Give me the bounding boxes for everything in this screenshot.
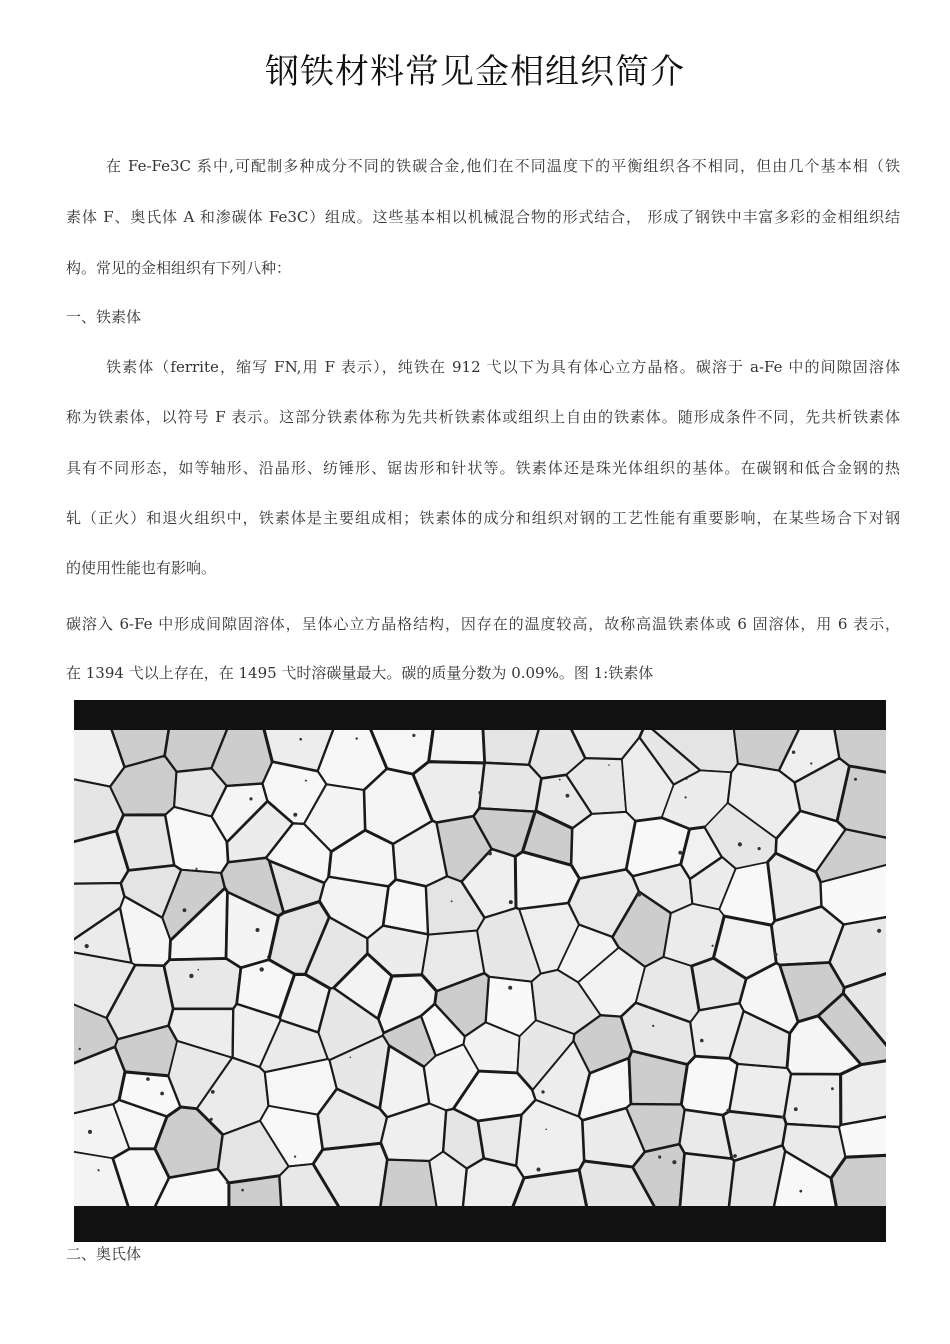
inclusion-dot	[129, 948, 131, 950]
inclusion-dot	[488, 851, 492, 855]
ferrite-micrograph-image	[74, 700, 886, 1242]
grain-boundaries	[74, 714, 886, 1218]
inclusion-dot	[211, 1090, 215, 1094]
inclusion-dot	[774, 953, 778, 957]
inclusion-dot	[541, 1090, 544, 1093]
inclusion-dot	[781, 1116, 784, 1119]
ferrite-para1-line-4: 轧（正火）和退火组织中，铁素体是主要组成相；铁素体的成分和组织对钢的工艺性能有重要影响，在某些场合下对钢	[66, 509, 900, 527]
inclusion-dot	[566, 794, 570, 798]
ferrite-para2-line-1: 碳溶入 6-Fe 中形成间隙固溶体，呈体心立方晶格结构，因存在的温度较高，故称高温铁素体或 6 固溶体，用 6 表示，	[66, 615, 900, 633]
inclusion-dot	[733, 1154, 737, 1158]
inclusion-dot	[294, 1156, 296, 1158]
inclusion-dot	[658, 1155, 661, 1158]
inclusion-dot	[738, 842, 742, 846]
inclusion-dot	[792, 751, 795, 754]
inclusion-dot	[350, 1057, 352, 1059]
inclusion-dot	[712, 945, 714, 947]
inclusion-dot	[794, 1107, 798, 1111]
inclusion-dot	[678, 851, 682, 855]
inclusion-dot	[241, 1189, 244, 1192]
inclusion-dot	[198, 969, 200, 971]
inclusion-dot	[451, 900, 453, 902]
section-heading-ferrite: 一、铁素体	[66, 308, 142, 326]
inclusion-dot	[637, 893, 641, 897]
micrograph-bottom-band	[74, 1206, 886, 1242]
ferrite-para1-line-5: 的使用性能也有影响。	[66, 559, 217, 577]
intro-line-2: 素体 F、奥氏体 A 和渗碳体 Fe3C）组成。这些基本相以机械混合物的形式结合， 形成了钢铁中丰富多彩的金相组织结	[66, 208, 900, 226]
inclusion-dot	[877, 929, 881, 933]
inclusion-dot	[810, 762, 812, 764]
ferrite-grain	[784, 1074, 841, 1127]
inclusion-dot	[537, 1168, 541, 1172]
ferrite-para1-line-1: 铁素体（ferrite，缩写 FN,用 F 表示），纯铁在 912 弋以下为具有体心立方晶格。碳溶于 a-Fe 中的间隙固溶体	[106, 358, 900, 376]
inclusion-dot	[652, 1025, 654, 1027]
inclusion-dot	[831, 1087, 834, 1090]
ferrite-grain	[729, 1064, 791, 1117]
inclusion-dot	[210, 1118, 213, 1121]
micrograph-top-band	[74, 700, 886, 730]
inclusion-dot	[799, 1190, 802, 1193]
inclusion-dot	[98, 1169, 100, 1171]
page-title: 钢铁材料常见金相组织简介	[265, 52, 685, 92]
inclusion-dot	[146, 1077, 150, 1081]
inclusion-dot	[648, 1006, 650, 1008]
inclusion-dot	[160, 1092, 164, 1096]
inclusion-dot	[189, 974, 193, 978]
inclusion-dot	[509, 900, 513, 904]
inclusion-dot	[305, 780, 307, 782]
ferrite-grain	[479, 763, 541, 812]
inclusion-dot	[685, 796, 687, 798]
inclusion-dot	[293, 813, 297, 817]
inclusion-dot	[183, 908, 187, 912]
inclusion-dot	[686, 778, 688, 780]
inclusion-dot	[356, 737, 358, 739]
ferrite-para1-line-3: 具有不同形态，如等轴形、沿晶形、纺锤形、锯齿形和针状等。铁素体还是珠光体组织的基体。在碳钢和低合金钢的热	[66, 459, 900, 477]
inclusion-dot	[267, 956, 269, 958]
ferrite-para1-line-2: 称为铁素体，以符号 F 表示。这部分铁素体称为先共析铁素体或组织上自由的铁素体。随形成条件不同，先共析铁素体	[66, 408, 900, 426]
inclusion-dot	[478, 791, 482, 795]
inclusion-dot	[508, 986, 512, 990]
section-heading-austenite: 二、奥氏体	[66, 1245, 142, 1263]
ferrite-grain	[164, 959, 241, 1009]
inclusion-dot	[249, 797, 252, 800]
inclusion-dot	[726, 1109, 729, 1112]
inclusion-dot	[299, 738, 302, 741]
inclusion-dot	[195, 868, 197, 870]
inclusion-dot	[79, 1048, 81, 1050]
inclusion-dot	[672, 1160, 676, 1164]
inclusion-dot	[256, 928, 260, 932]
inclusion-dot	[226, 1182, 228, 1184]
inclusion-dot	[854, 778, 857, 781]
inclusion-dot	[412, 734, 415, 737]
intro-line-3: 构。常见的金相组织有下列八种：	[66, 259, 292, 277]
intro-line-1: 在 Fe-Fe3C 系中,可配制多种成分不同的铁碳合金,他们在不同温度下的平衡组织各不相同，但由几个基本相（铁	[106, 157, 900, 175]
inclusion-dot	[88, 1130, 92, 1134]
inclusion-dot	[85, 944, 89, 948]
ferrite-para2-line-2: 在 1394 弋以上存在，在 1495 弋时溶碳量最大。碳的质量分数为 0.09%。图 1:铁素体	[66, 664, 654, 682]
inclusion-dot	[545, 1129, 547, 1131]
inclusion-dot	[608, 764, 610, 766]
ferrite-grain	[681, 1056, 737, 1115]
inclusion-dot	[260, 967, 264, 971]
inclusion-dot	[758, 847, 761, 850]
inclusion-dot	[559, 779, 561, 781]
micrograph-svg	[74, 700, 886, 1242]
inclusion-dot	[700, 1039, 704, 1043]
